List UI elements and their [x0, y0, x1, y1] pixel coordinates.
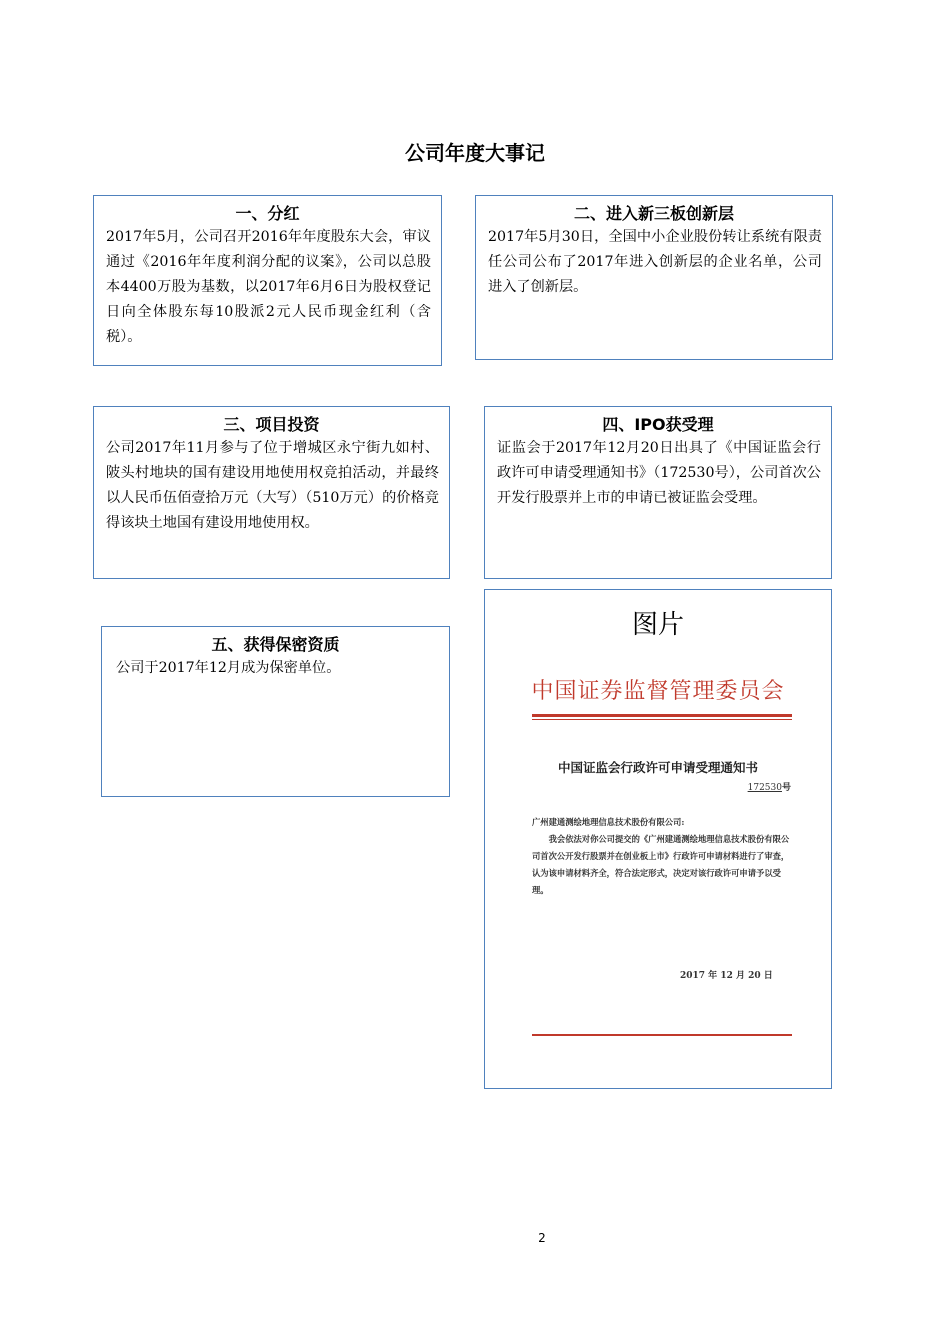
event-text: 2017年5月，公司召开2016年年度股东大会，审议通过《2016年年度利润分配的议案》，公司以总股本4400万股为基数，以2017年6月6日为股权登记日向全体股东每10股派2元人民币现金红利（含税）。: [106, 229, 431, 345]
event-box-innovation-layer: [475, 195, 833, 360]
event-box-project-investment: [93, 406, 450, 579]
page-number: 2: [538, 1231, 546, 1245]
event-text: 证监会于2017年12月20日出具了《中国证监会行政许可申请受理通知书》（172530号），公司首次公开发行股票并上市的申请已被证监会受理。: [497, 440, 821, 506]
event-heading: 五、获得保密资质: [211, 635, 340, 654]
event-box-dividend: [93, 195, 442, 366]
document-date: 2017 年 12 月 20 日: [680, 971, 773, 981]
document-organization: 中国证券监督管理委员会: [531, 679, 785, 704]
image-box: [484, 589, 832, 1089]
document-body-text: 我会依法对你公司提交的《广州建通测绘地理信息技术股份有限公司首次公开发行股票并在创业板上市》行政许可申请材料进行了审查，认为该申请材料齐全，符合法定形式，决定对该行政许可申请予以受理。: [532, 834, 790, 895]
document-body: [532, 814, 794, 899]
event-heading: 二、进入新三板创新层: [573, 204, 734, 223]
page-title: 公司年度大事记: [405, 141, 545, 165]
document-red-rule: [532, 714, 792, 717]
document-addressee: 广州建通测绘地理信息技术股份有限公司:: [532, 817, 685, 827]
event-text: 2017年5月30日，全国中小企业股份转让系统有限责任公司公布了2017年进入创新层的企业名单，公司进入了创新层。: [488, 229, 822, 295]
document-red-rule: [532, 719, 792, 720]
document-number-suffix: 号: [781, 783, 791, 793]
document-red-rule: [532, 1034, 792, 1036]
event-heading: 四、IPO获受理: [602, 415, 714, 434]
image-caption: 图片: [631, 610, 684, 640]
event-box-ipo: [484, 406, 832, 579]
event-text: 公司2017年11月参与了位于增城区永宁街九如村、陂头村地块的国有建设用地使用权竞拍活动，并最终以人民币伍佰壹拾万元（大写）（510万元）的价格竞得该块土地国有建设用地使用权。: [106, 440, 439, 531]
event-box-confidentiality: [101, 626, 450, 797]
event-text: 公司于2017年12月成为保密单位。: [116, 660, 341, 676]
event-heading: 三、项目投资: [223, 415, 320, 434]
document-number: [748, 780, 791, 793]
document-number-value: 172530: [747, 783, 782, 793]
event-heading: 一、分红: [235, 204, 300, 223]
document-heading: 中国证监会行政许可申请受理通知书: [557, 760, 758, 775]
